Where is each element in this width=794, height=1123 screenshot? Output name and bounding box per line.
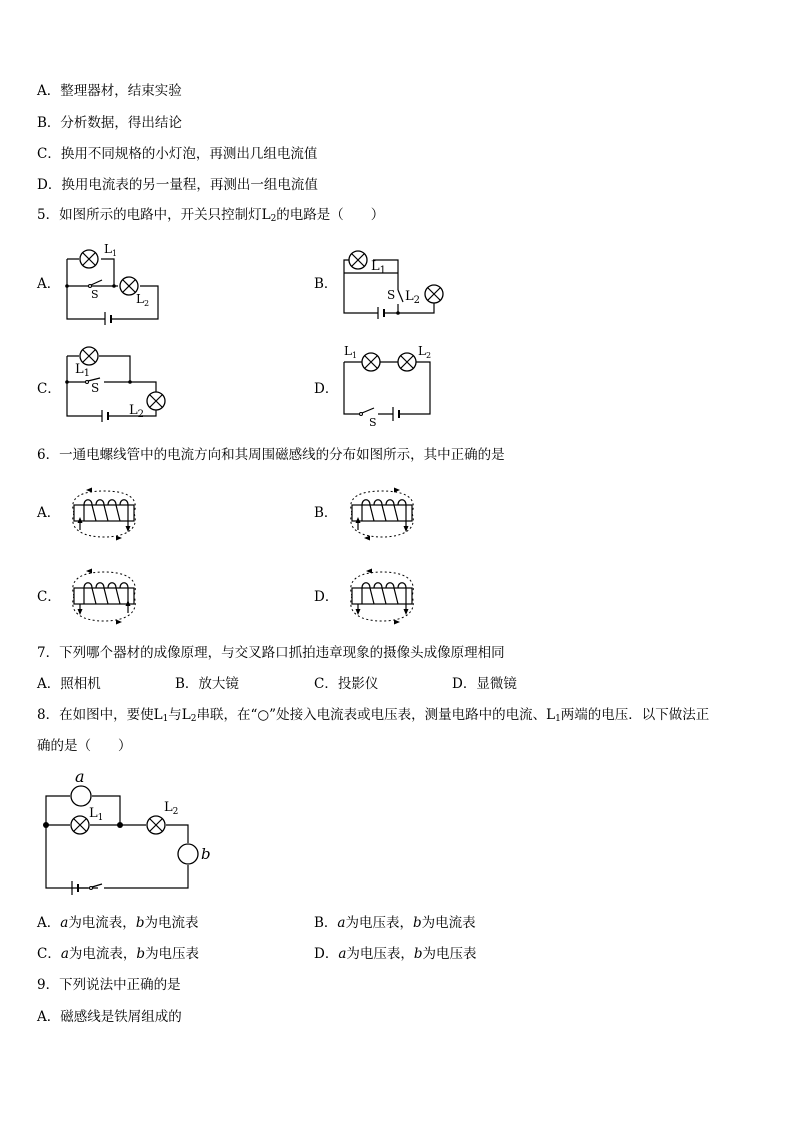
q8-label-L1: $L_1$ <box>89 806 104 823</box>
q7-stem: 7．下列哪个器材的成像原理，与交叉路口抓拍违章现象的摄像头成像原理相同 <box>37 645 505 661</box>
q8-option-c: C．a为电流表，b为电压表 <box>37 946 200 962</box>
q5-circuit-d <box>338 342 438 427</box>
q6-solenoid-d <box>342 566 422 628</box>
q6-stem: 6．一通电螺线管中的电流方向和其周围磁感线的分布如图所示，其中正确的是 <box>37 447 505 463</box>
q5d-label-L1: $L_1$ <box>344 344 358 360</box>
q5b-label-L2: $L_2$ <box>405 289 421 306</box>
q6-solenoid-c <box>64 566 144 628</box>
q9-stem: 9．下列说法中正确的是 <box>37 977 181 993</box>
q5c-label-L1: $L_1$ <box>75 362 91 379</box>
q5-circuit-b <box>338 242 448 327</box>
q6-solenoid-b <box>342 484 422 544</box>
q8-label-a: a <box>75 767 85 786</box>
q8-label-L2: $L_2$ <box>164 800 179 817</box>
q8-label-b: b <box>201 845 211 863</box>
q5a-label-S: S <box>91 288 99 301</box>
q5a-label-L1: $L_1$ <box>104 242 118 258</box>
q7-option-d: D．显微镜 <box>452 676 517 692</box>
q4-option-b: B．分析数据，得出结论 <box>37 115 182 131</box>
q5-option-c-label: C． <box>37 381 61 397</box>
q5b-label-S: S <box>387 288 396 302</box>
q8-stem-line1: 8．在如图中，要使$L_1$与$L_2$串联，在“○”处接入电流表或电压表，测量电路中的电流、$L_1$两端的电压．以下做法正 <box>37 707 710 724</box>
q8-option-a: A．a为电流表，b为电流表 <box>37 915 199 931</box>
q5-option-b-label: B． <box>314 276 338 292</box>
q8-circuit <box>36 766 216 896</box>
q5c-label-S: S <box>91 381 100 395</box>
q8-option-d: D．a为电压表，b为电压表 <box>314 946 477 962</box>
q5a-label-L2: $L_2$ <box>136 292 150 308</box>
q5-stem: 5．如图所示的电路中，开关只控制灯$L_2$的电路是（ ） <box>37 207 385 224</box>
q7-option-b: B．放大镜 <box>175 676 239 692</box>
q7-option-a: A．照相机 <box>37 676 101 692</box>
q6-option-a-label: A． <box>37 505 61 521</box>
q9-option-a: A．磁感线是铁屑组成的 <box>37 1009 182 1025</box>
q5-circuit-c <box>60 342 175 424</box>
q5b-label-L1: $L_1$ <box>371 259 387 276</box>
q5d-label-S: S <box>369 416 377 427</box>
q8-stem-line2: 确的是（ ） <box>37 738 132 754</box>
q6-option-b-label: B． <box>314 505 338 521</box>
q8-option-b: B．a为电压表，b为电流表 <box>314 915 476 931</box>
q4-option-d: D．换用电流表的另一量程，再测出一组电流值 <box>37 177 318 193</box>
q4-option-c: C．换用不同规格的小灯泡，再测出几组电流值 <box>37 146 318 162</box>
q5c-label-L2: $L_2$ <box>129 403 145 420</box>
q6-solenoid-a <box>64 484 144 544</box>
q6-option-c-label: C． <box>37 589 61 605</box>
q5-option-d-label: D． <box>314 381 339 397</box>
q7-option-c: C．投影仪 <box>314 676 379 692</box>
q6-option-d-label: D． <box>314 589 339 605</box>
q5d-label-L2: $L_2$ <box>418 344 432 360</box>
q5-circuit-a <box>60 240 170 325</box>
q4-option-a: A．整理器材，结束实验 <box>37 83 182 99</box>
q5-option-a-label: A． <box>37 276 61 292</box>
